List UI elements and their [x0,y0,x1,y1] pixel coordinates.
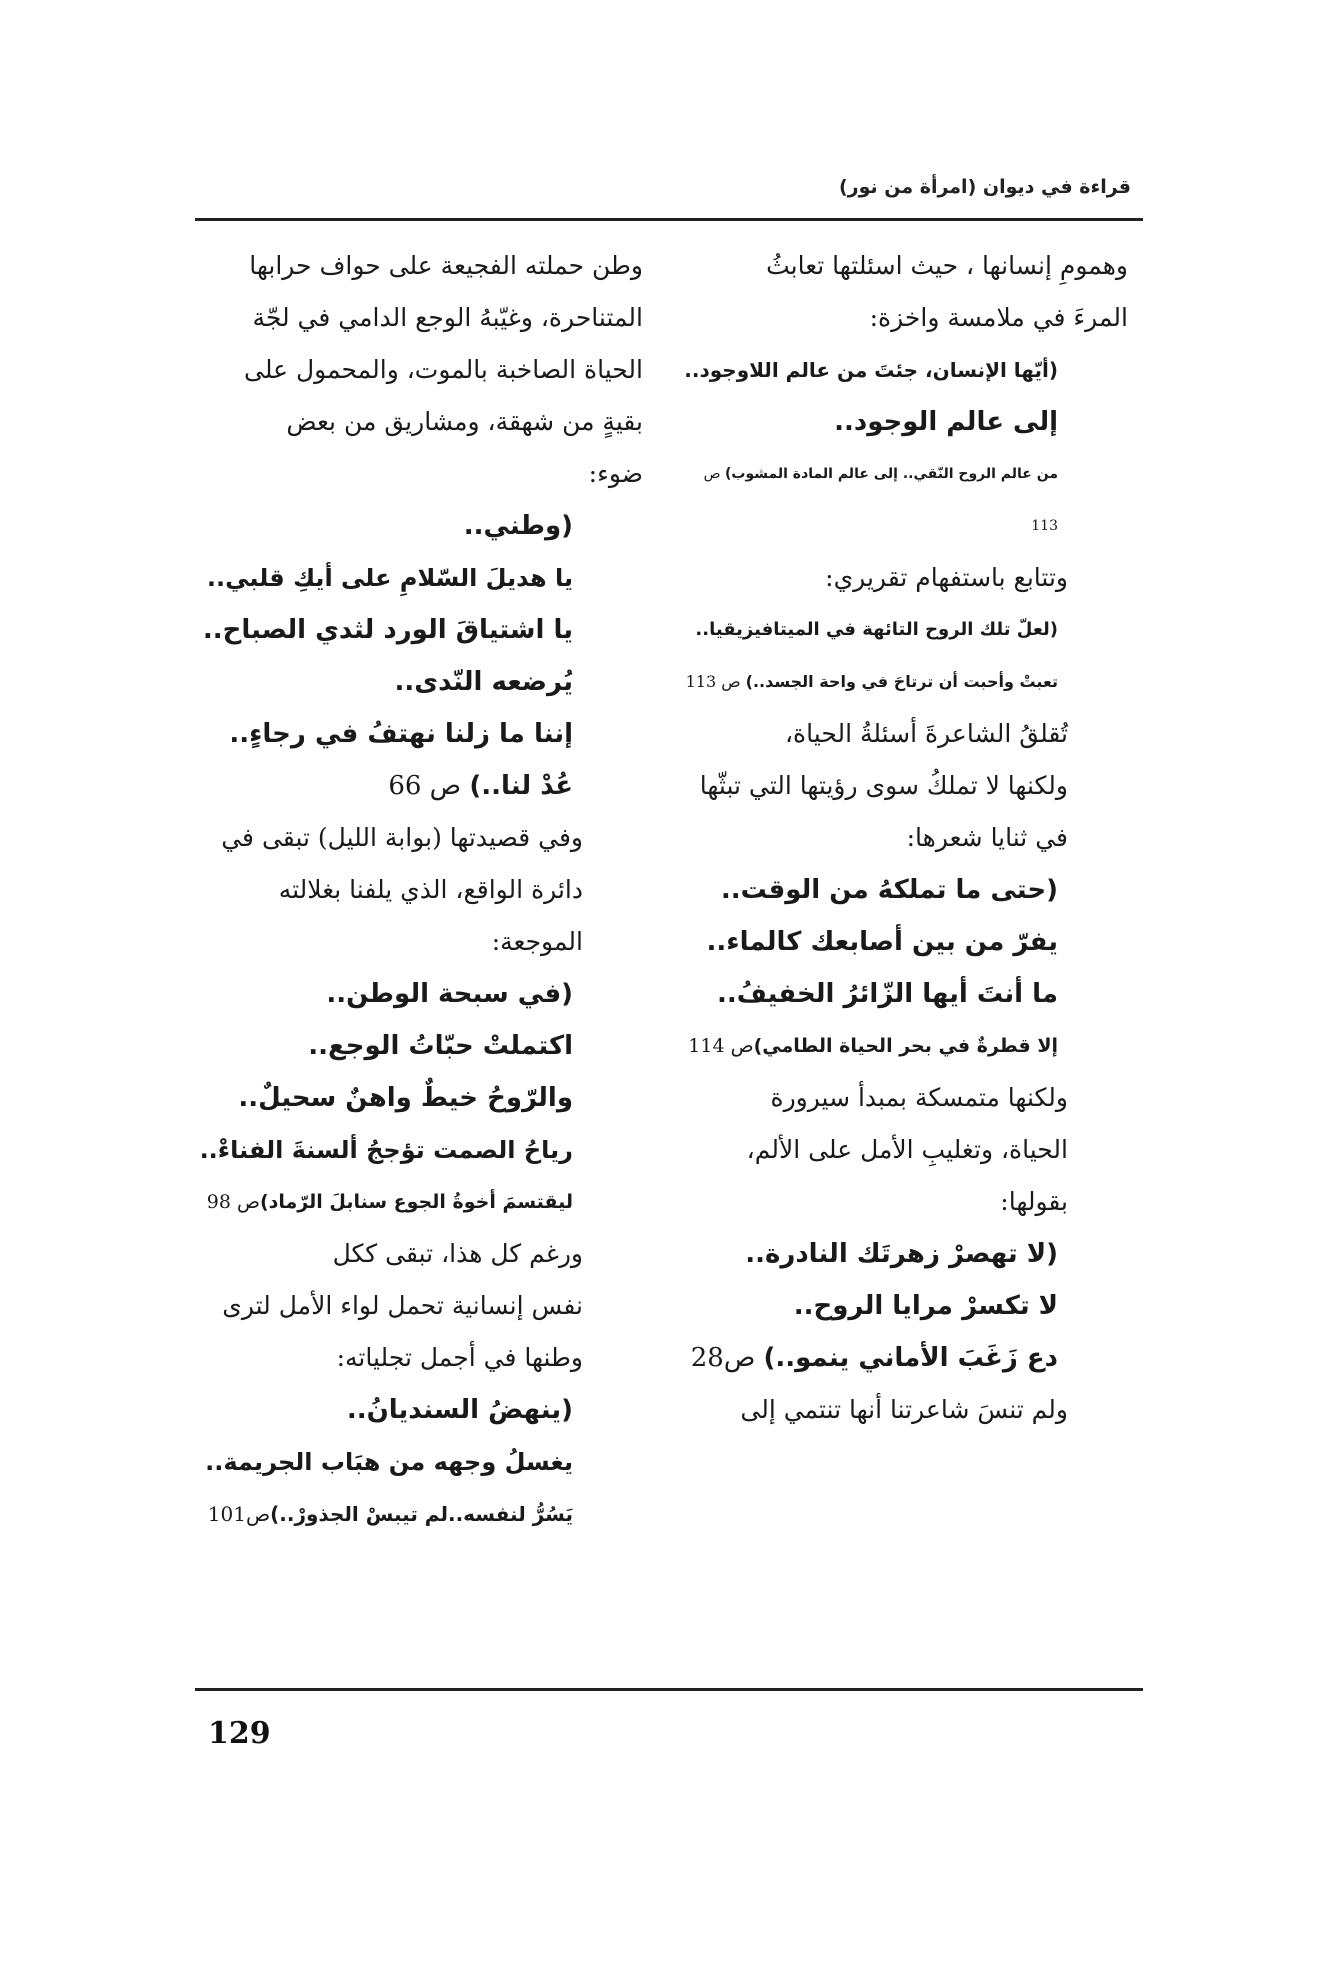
verse-line [195,968,643,1020]
verse-line [195,1436,643,1488]
verse-line [195,1020,643,1072]
header-rule [195,218,1143,221]
prose-line: بقولها: [1000,1187,1068,1216]
verse-line [195,656,643,708]
prose-line: دائرة الواقع، الذي يلفنا بغلالته [278,875,583,904]
verse-text: لا تكسرْ مرايا الروح.. [793,1291,1058,1321]
prose-line: وفي قصيدتها (بوابة الليل) تبقى في [221,823,583,852]
verse-line [195,604,643,656]
verse-text: رياحُ الصمت تؤججُ ألسنةَ الفناءْ.. [199,1136,573,1164]
verse-text: ليقتسمَ أخوةُ الجوع سنابلَ الرّماد) [259,1191,573,1213]
verse-line [195,1072,643,1124]
right-column [680,240,1128,1436]
verse-text: يا اشتياقَ الورد لثدي الصباح.. [202,615,573,645]
running-header: قراءة في ديوان (امرأة من نور) [838,176,1131,198]
verse-line [195,760,643,812]
prose-line: نفس إنسانية تحمل لواء الأمل لترى [222,1291,583,1320]
verse-text: تعبتْ وأحبت أن ترتاحَ في واحة الجسد..) [745,672,1058,691]
verse-text: اكتملتْ حبّاتُ الوجع.. [308,1031,573,1061]
prose-line: وطنها في أجمل تجلياته: [336,1343,583,1372]
verse-text: إلا قطرةٌ في بحر الحياة الطامي) [753,1035,1058,1057]
page-citation: ص28 [690,1343,764,1373]
verse-line [195,708,643,760]
prose-line: وتتابع باستفهام تقريري: [825,563,1068,592]
verse-text: (أيّها الإنسان، جئتَ من عالم اللاوجود.. [684,358,1058,382]
verse-line [680,656,1128,708]
verse-text: والرّوحُ خيطٌ واهنٌ سحيلٌ.. [238,1083,573,1113]
prose-paragraph [195,1228,643,1384]
verse-text: يفرّ من بين أصابعك كالماء.. [706,927,1058,957]
prose-line: تُقلقُ الشاعرةَ أسئلةُ الحياة، [784,719,1068,748]
page-citation: ص101 [207,1502,271,1526]
verse-line [680,968,1128,1020]
prose-line: ولكنها لا تملكُ سوى رؤيتها التي تبثّها [699,771,1068,800]
verse-line [680,1332,1128,1384]
page-citation: ص 113 [685,672,746,691]
verse-text: عُدْ لنا..) [469,771,573,801]
verse-line [195,500,643,552]
verse-line [680,1228,1128,1280]
verse-line [680,864,1128,916]
verse-text: إلى عالم الوجود.. [834,407,1058,437]
verse-line [680,448,1128,552]
prose-line: ضوء: [588,459,643,488]
prose-line: ولكنها متمسكة بمبدأ سيرورة [770,1083,1068,1112]
prose-paragraph [680,1072,1128,1228]
verse-text: ما أنتَ أيها الزّائرُ الخفيفُ.. [716,979,1058,1009]
verse-line [680,916,1128,968]
verse-line [195,1176,643,1228]
verse-text: (حتى ما تملكهُ من الوقت.. [720,875,1058,905]
footer-rule [195,1688,1143,1691]
verse-text: إننا ما زلنا نهتفُ في رجاءٍ.. [229,719,573,749]
prose-line: ولم تنسَ شاعرتنا أنها تنتمي إلى [740,1395,1068,1424]
prose-line: المرءَ في ملامسة واخزة: [869,303,1128,332]
prose-paragraph [680,1384,1128,1436]
verse-text: (ينهضُ السنديانُ.. [346,1395,573,1425]
prose-line: في ثنايا شعرها: [906,823,1068,852]
page-citation: ص 66 [388,771,470,801]
page-citation: ص 114 [688,1035,754,1057]
verse-text: من عالم الروح النّقي.. إلى عالم المادة المشوب) [725,466,1058,482]
prose-line: الموجعة: [491,927,583,956]
verse-text: يَسُرُّ لنفسه..لم تيبسْ الجذورْ..) [270,1502,573,1526]
prose-line: الحياة، وتغليبِ الأمل على الألم، [746,1135,1068,1164]
verse-text: دع زَغَبَ الأماني ينمو..) [763,1343,1058,1373]
verse-line [680,1020,1128,1072]
page-citation: ص 113 [703,466,1058,534]
prose-paragraph [680,552,1128,604]
verse-text: (في سبحة الوطن.. [326,979,573,1009]
verse-text: يا هديلَ السّلامِ على أيكِ قلبي.. [206,564,573,592]
prose-line: بقيةٍ من شهقة، ومشاريق من بعض [286,407,643,436]
prose-paragraph [195,812,643,968]
verse-text: يغسلُ وجهه من هبَاب الجريمة.. [205,1448,573,1476]
verse-text: (لا تهصرْ زهرتَك النادرة.. [745,1239,1058,1269]
verse-text: يُرضعه النّدى.. [394,667,573,697]
page-number: 129 [208,1716,271,1751]
verse-line [195,1124,643,1176]
prose-line: المتناحرة، وغيّبهُ الوجع الدامي في لجّة [252,303,643,332]
verse-text: (لعلّ تلك الروح التائهة في الميتافيزيقيا.. [695,619,1058,640]
prose-paragraph [195,240,643,500]
verse-line [195,1488,643,1540]
prose-paragraph [680,708,1128,864]
verse-line [195,1384,643,1436]
page-citation: ص 98 [206,1191,260,1213]
prose-paragraph [680,240,1128,344]
prose-line: وطن حملته الفجيعة على حواف حرابها [249,251,643,280]
verse-line [680,604,1128,656]
prose-line: وهمومِ إنسانها ، حيث اسئلتها تعابثُ [766,251,1128,280]
verse-line [680,1280,1128,1332]
left-column [195,240,643,1540]
verse-line [680,344,1128,396]
verse-line [195,552,643,604]
prose-line: الحياة الصاخبة بالموت، والمحمول على [244,355,643,384]
verse-text: (وطني.. [463,511,573,541]
prose-line: ورغم كل هذا، تبقى ككل [332,1239,583,1268]
verse-line [680,396,1128,448]
